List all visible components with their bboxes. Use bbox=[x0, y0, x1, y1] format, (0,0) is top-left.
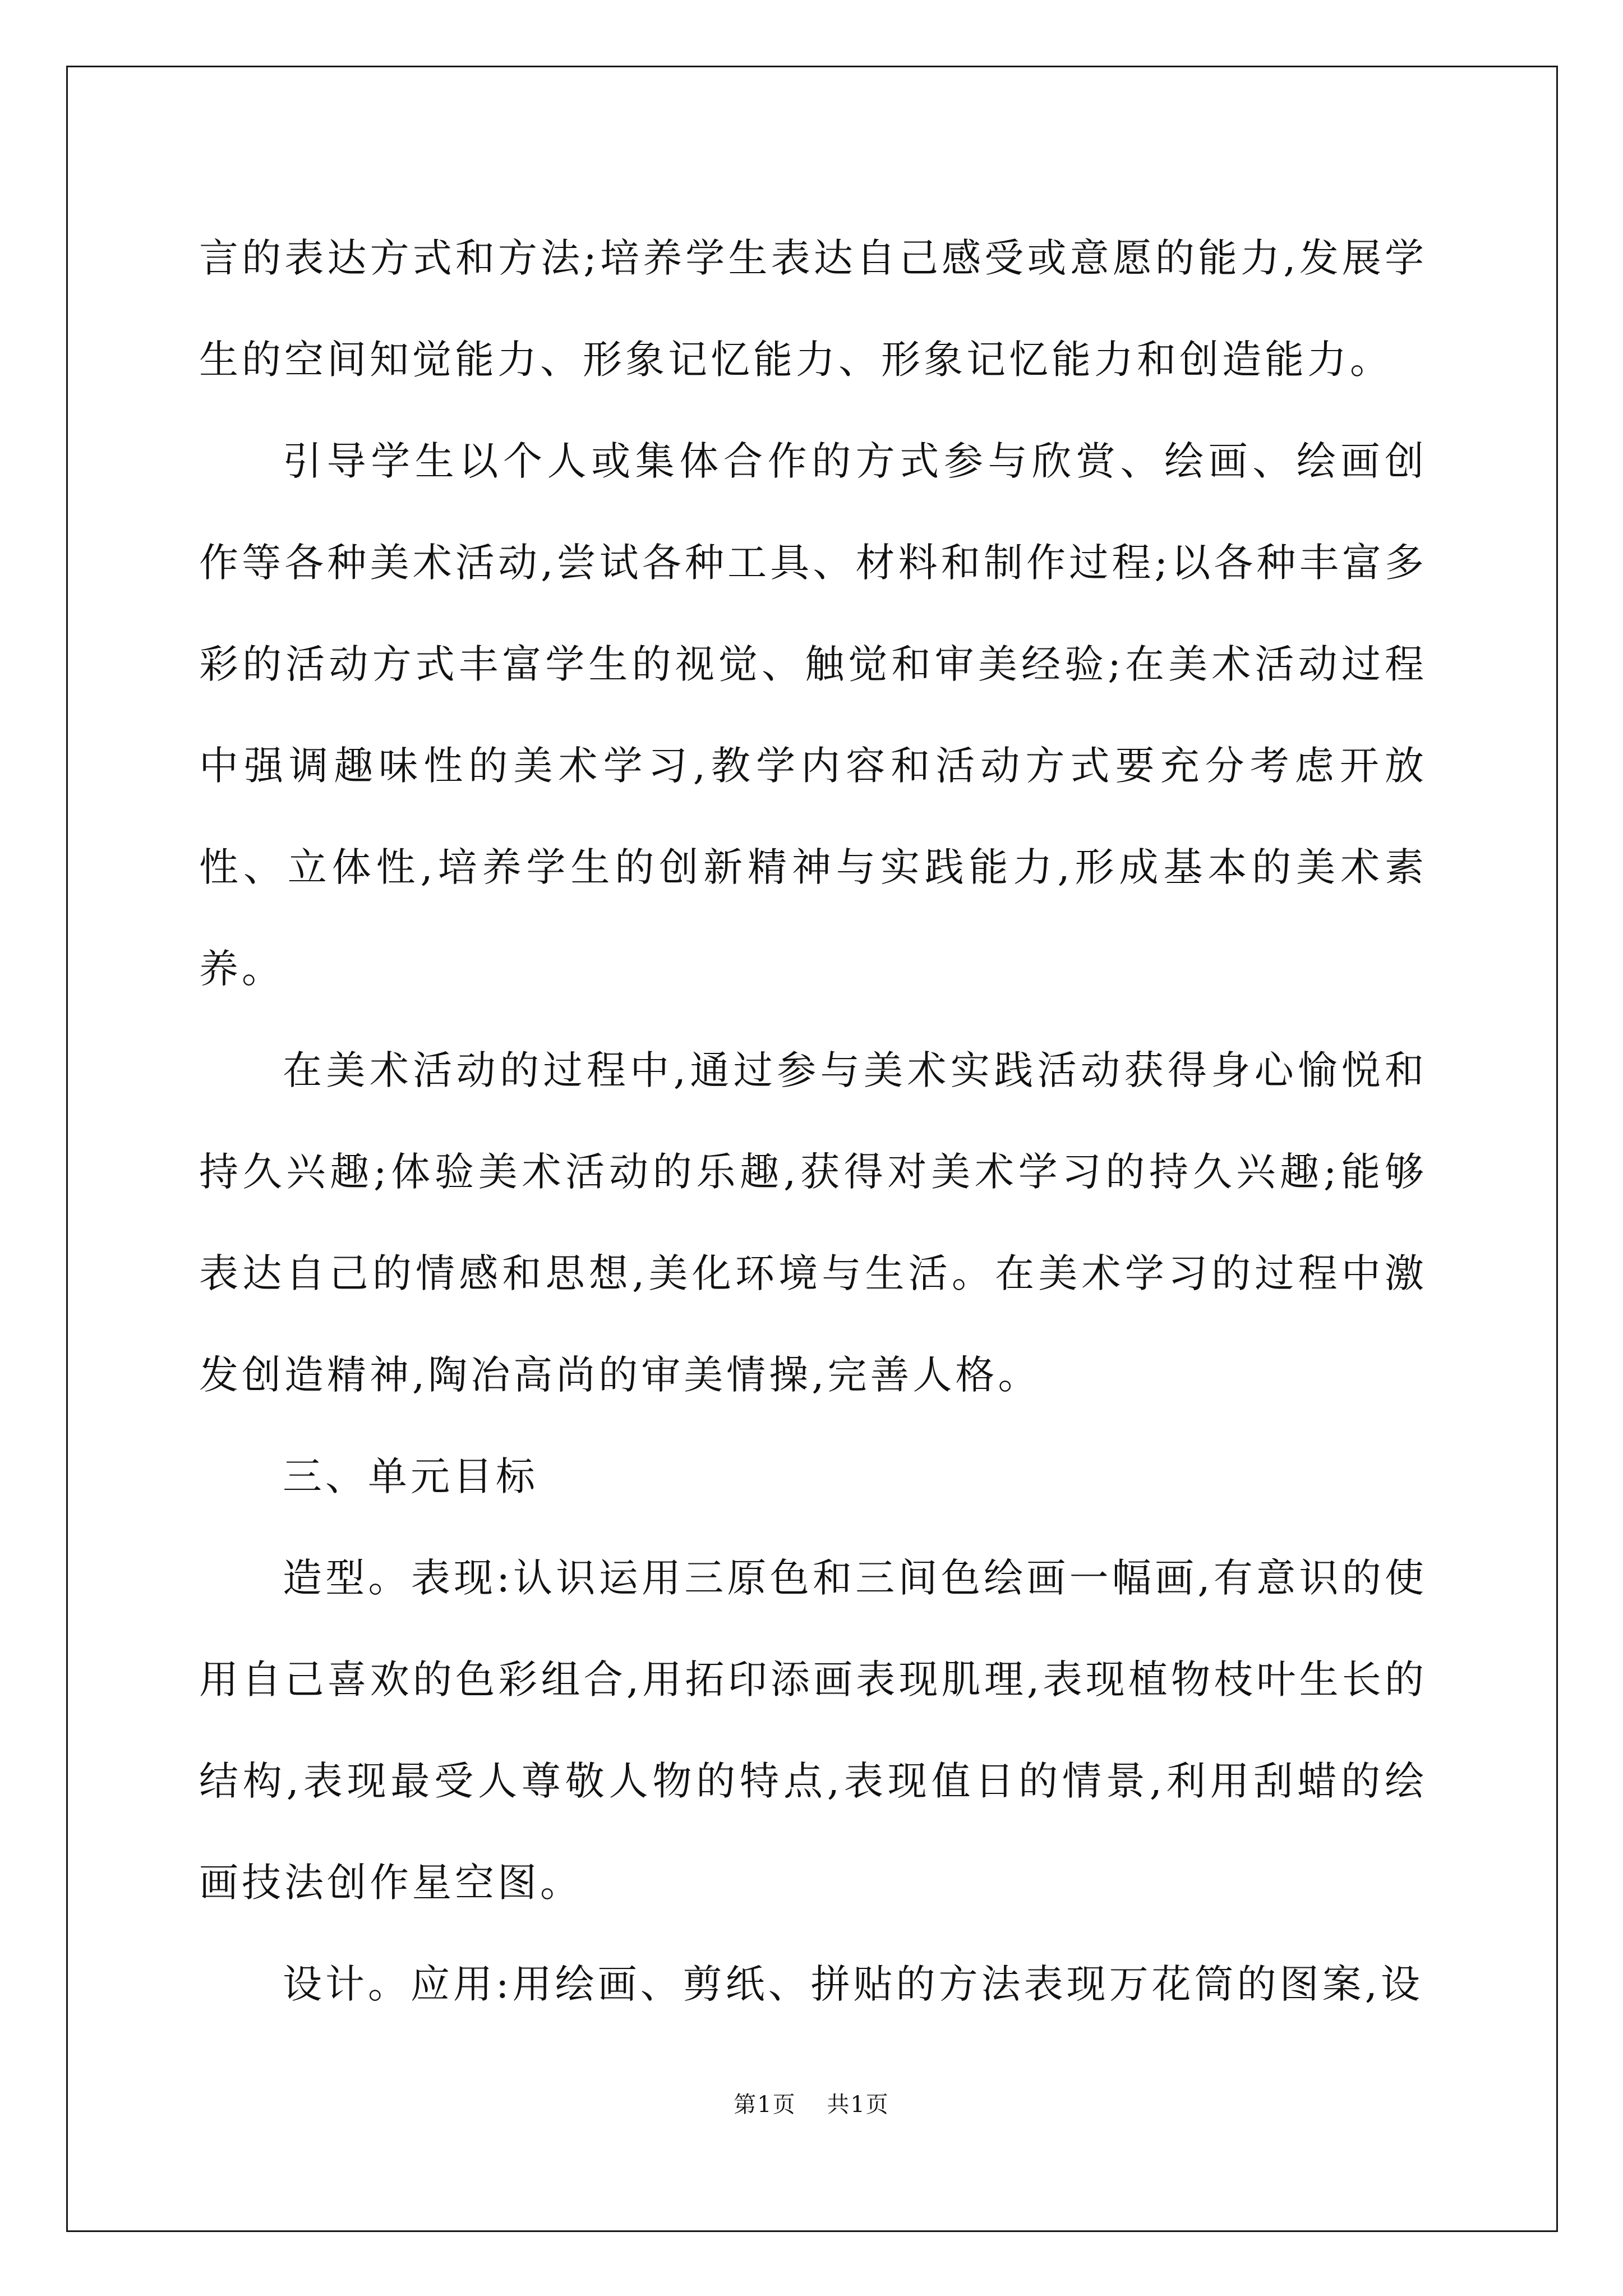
page-footer bbox=[0, 2088, 1623, 2122]
page-number: 第1页 bbox=[734, 2092, 796, 2118]
paragraph-1: 言的表达方式和方法;培养学生表达自己感受或意愿的能力,发展学生的空间知觉能力、形象记忆能力、形象记忆能力和创造能力。 bbox=[199, 235, 1427, 383]
paragraph-3: 在美术活动的过程中,通过参与美术实践活动获得身心愉悦和持久兴趣;体验美术活动的乐趣,获得对美术学习的持久兴趣;能够表达自己的情感和思想,美化环境与生活。在美术学习的过程中激发创造精神,陶冶高尚的审美情操,完善人格。 bbox=[199, 1047, 1427, 1398]
paragraph-2: 引导学生以个人或集体合作的方式参与欣赏、绘画、绘画创作等各种美术活动,尝试各种工具、材料和制作过程;以各种丰富多彩的活动方式丰富学生的视觉、触觉和审美经验;在美术活动过程中强调趣味性的美术学习,教学内容和活动方式要充分考虑开放性、立体性,培养学生的创新精神与实践能力,形成基本的美术素养。 bbox=[199, 438, 1427, 992]
document-body bbox=[199, 208, 1427, 2035]
paragraph-4: 造型。表现:认识运用三原色和三间色绘画一幅画,有意识的使用自己喜欢的色彩组合,用拓印添画表现肌理,表现植物枝叶生长的结构,表现最受人尊敬人物的特点,表现值日的情景,利用刮蜡的绘画技法创作星空图。 bbox=[199, 1555, 1427, 1906]
paragraph-5: 设计。应用:用绘画、剪纸、拼贴的方法表现万花筒的图案,设 bbox=[283, 1961, 1423, 2007]
section-heading: 三、单元目标 bbox=[283, 1453, 538, 1499]
page-total: 共1页 bbox=[827, 2092, 889, 2118]
